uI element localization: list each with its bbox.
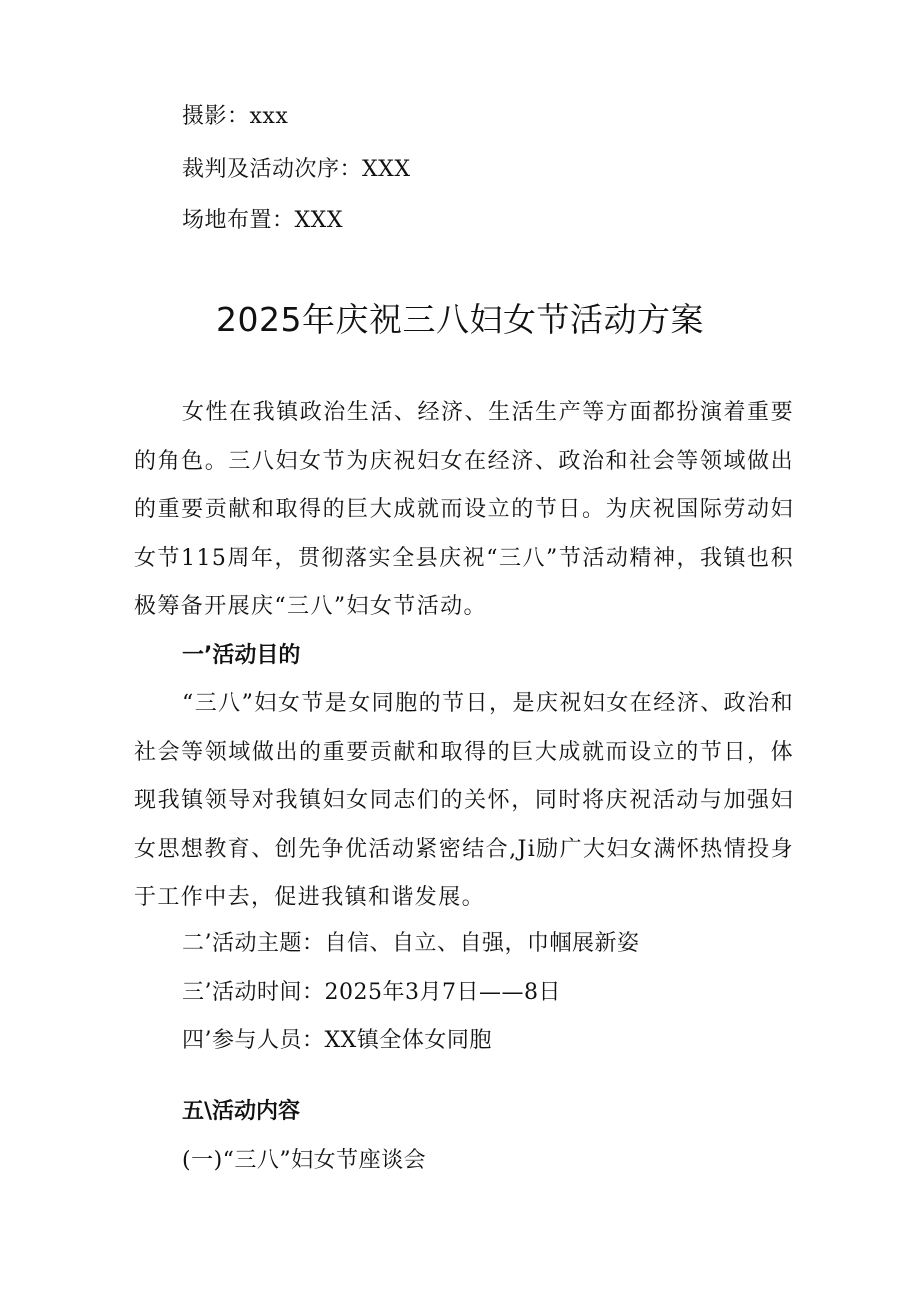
section-5-heading: 五\活动内容 [182, 1099, 301, 1124]
section-1-body: “三八”妇女节是女同胞的节日，是庆祝妇女在经济、政治和社会等领域做出的重要贡献和取得的巨大成就而设立的节日，体现我镇领导对我镇妇女同志们的关怀，同时将庆祝活动与加强妇女思想教育、创先争优活动紧密结合,Ji励广大妇女满怀热情投身于工作中去，促进我镇和谐发展。 [134, 691, 794, 911]
section-1-heading: 一’活动目的 [182, 643, 301, 668]
section-5-subheading: (一)“三八”妇女节座谈会 [182, 1148, 427, 1173]
time-line: 三’活动时间：2025年3月7日——8日 [182, 980, 561, 1005]
intro-paragraph: 女性在我镇政治生活、经济、生活生产等方面都扮演着重要的角色。三八妇女节为庆祝妇女在经济、政治和社会等领域做出的重要贡献和取得的巨大成就而设立的节日。为庆祝国际劳动妇女节115周年，贯彻落实全县庆祝“三八”节活动精神，我镇也积极筹备开展庆“三八”妇女节活动。 [134, 400, 794, 620]
participants-line: 四’参与人员：XX镇全体女同胞 [182, 1028, 492, 1053]
referee-line: 裁判及活动次序：XXX [182, 157, 411, 182]
photography-line: 摄影：xxx [182, 104, 289, 129]
theme-line: 二’活动主题：自信、自立、自强，巾帼展新姿 [182, 931, 640, 956]
venue-line: 场地布置：XXX [182, 208, 343, 233]
document-title: 2025年庆祝三八妇女节活动方案 [216, 300, 704, 339]
